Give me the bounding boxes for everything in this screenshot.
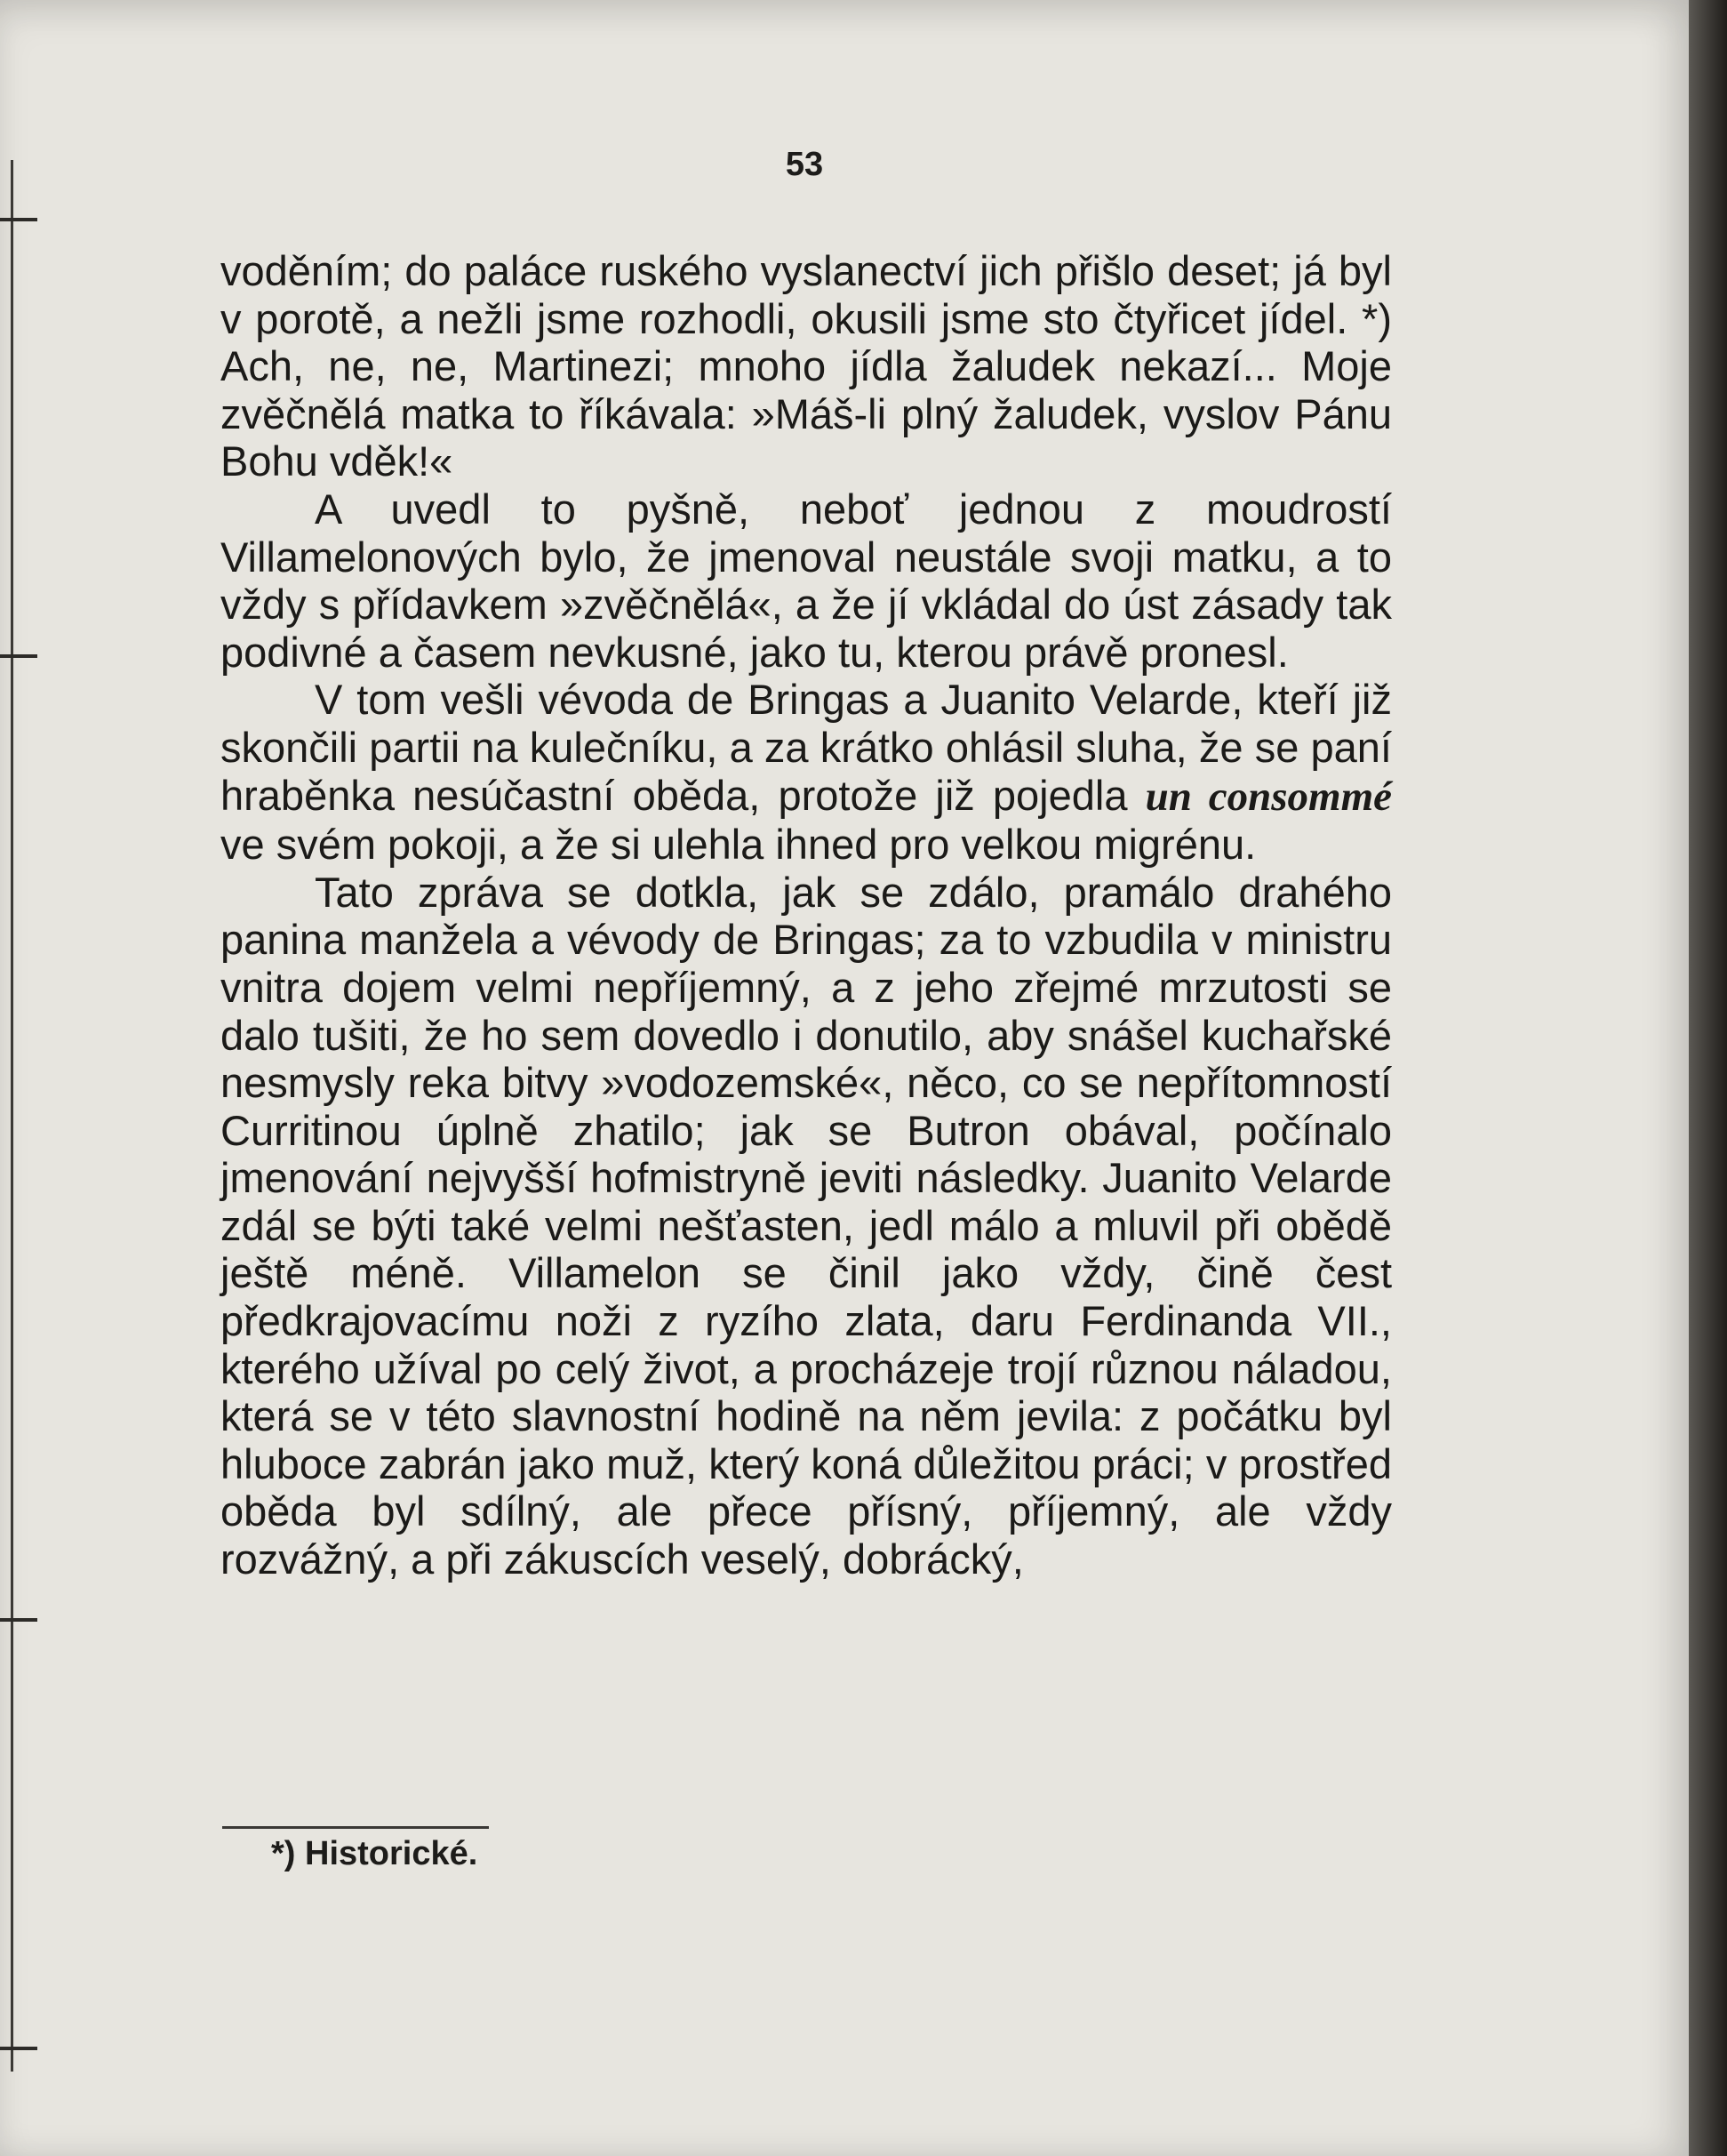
paragraph-text: ve svém pokoji, a že si ulehla ihned pro velkou migrénu. [220,821,1257,869]
body-text [220,247,1392,1583]
paragraph-text: Tato zpráva se dotkla, jak se zdálo, pramálo drahého panina manžela a vévody de Bringas; za to vzbudila v ministru vnitra dojem velmi nepříjemný, a z jeho zřejmé mrzutosti se dalo tušiti, že ho sem dovedlo i donutilo, aby snášel kuchařské nesmysly reka bitvy »vodozemské«, něco, co se nepřítomností Curritinou úplně zhatilo; jak se Butron obával, počínalo jmenování nejvyšší hofmistryně jeviti následky. Juanito Velarde zdál se býti také velmi nešťasten, jedl málo a mluvil při obědě ještě méně. Villamelon se činil jako vždy, čině čest předkrajovacímu noži z ryzího zlata, daru Ferdinanda VII., kterého užíval po celý život, a procházeje trojí různou náladou, která se v této slavnostní hodině na něm jevila: z počátku byl hluboce zabrán jako muž, který koná důležitou práci; v prostřed oběda byl sdílný, ale přece přísný, příjemný, ale vždy rozvážný, a při zákuscích veselý, dobrácký, [220,868,1392,1583]
binding-mark [0,654,37,658]
page-number: 53 [785,146,824,183]
binding-edge [11,160,13,2072]
page-edge-shadow [1689,0,1727,2156]
paragraph [220,247,1392,485]
paragraph [220,869,1392,1583]
paragraph-text: V tom vešli vévoda de Bringas a Juanito Velarde, kteří již skončili partii na kulečníku, a za krátko ohlásil sluha, že se paní hraběnka nesúčastní oběda, protože již pojedla [220,676,1392,819]
binding-mark [0,218,37,221]
footnote: *) Historické. [271,1835,478,1872]
italic-phrase: un consommé [1145,773,1393,820]
paragraph [220,676,1392,868]
binding-mark [0,1618,37,1622]
paragraph [220,485,1392,676]
binding-mark [0,2047,37,2050]
footnote-divider [222,1826,489,1829]
paragraph-text: A uvedl to pyšně, neboť jednou z moudrostí Villamelonových bylo, že jmenoval neustále svoji matku, a to vždy s přídavkem »zvěčnělá«, a že jí vkládal do úst zásady tak podivné a časem nevkusné, jako tu, kterou právě pronesl. [220,485,1392,676]
paragraph-text: voděním; do paláce ruského vyslanectví jich přišlo deset; já byl v porotě, a nežli jsme rozhodli, okusili jsme sto čtyřicet jídel. *) Ach, ne, ne, Martinezi; mnoho jídla žaludek nekazí... Moje zvěčnělá matka to říkávala: »Máš-li plný žaludek, vyslov Pánu Bohu vděk!« [220,247,1392,485]
